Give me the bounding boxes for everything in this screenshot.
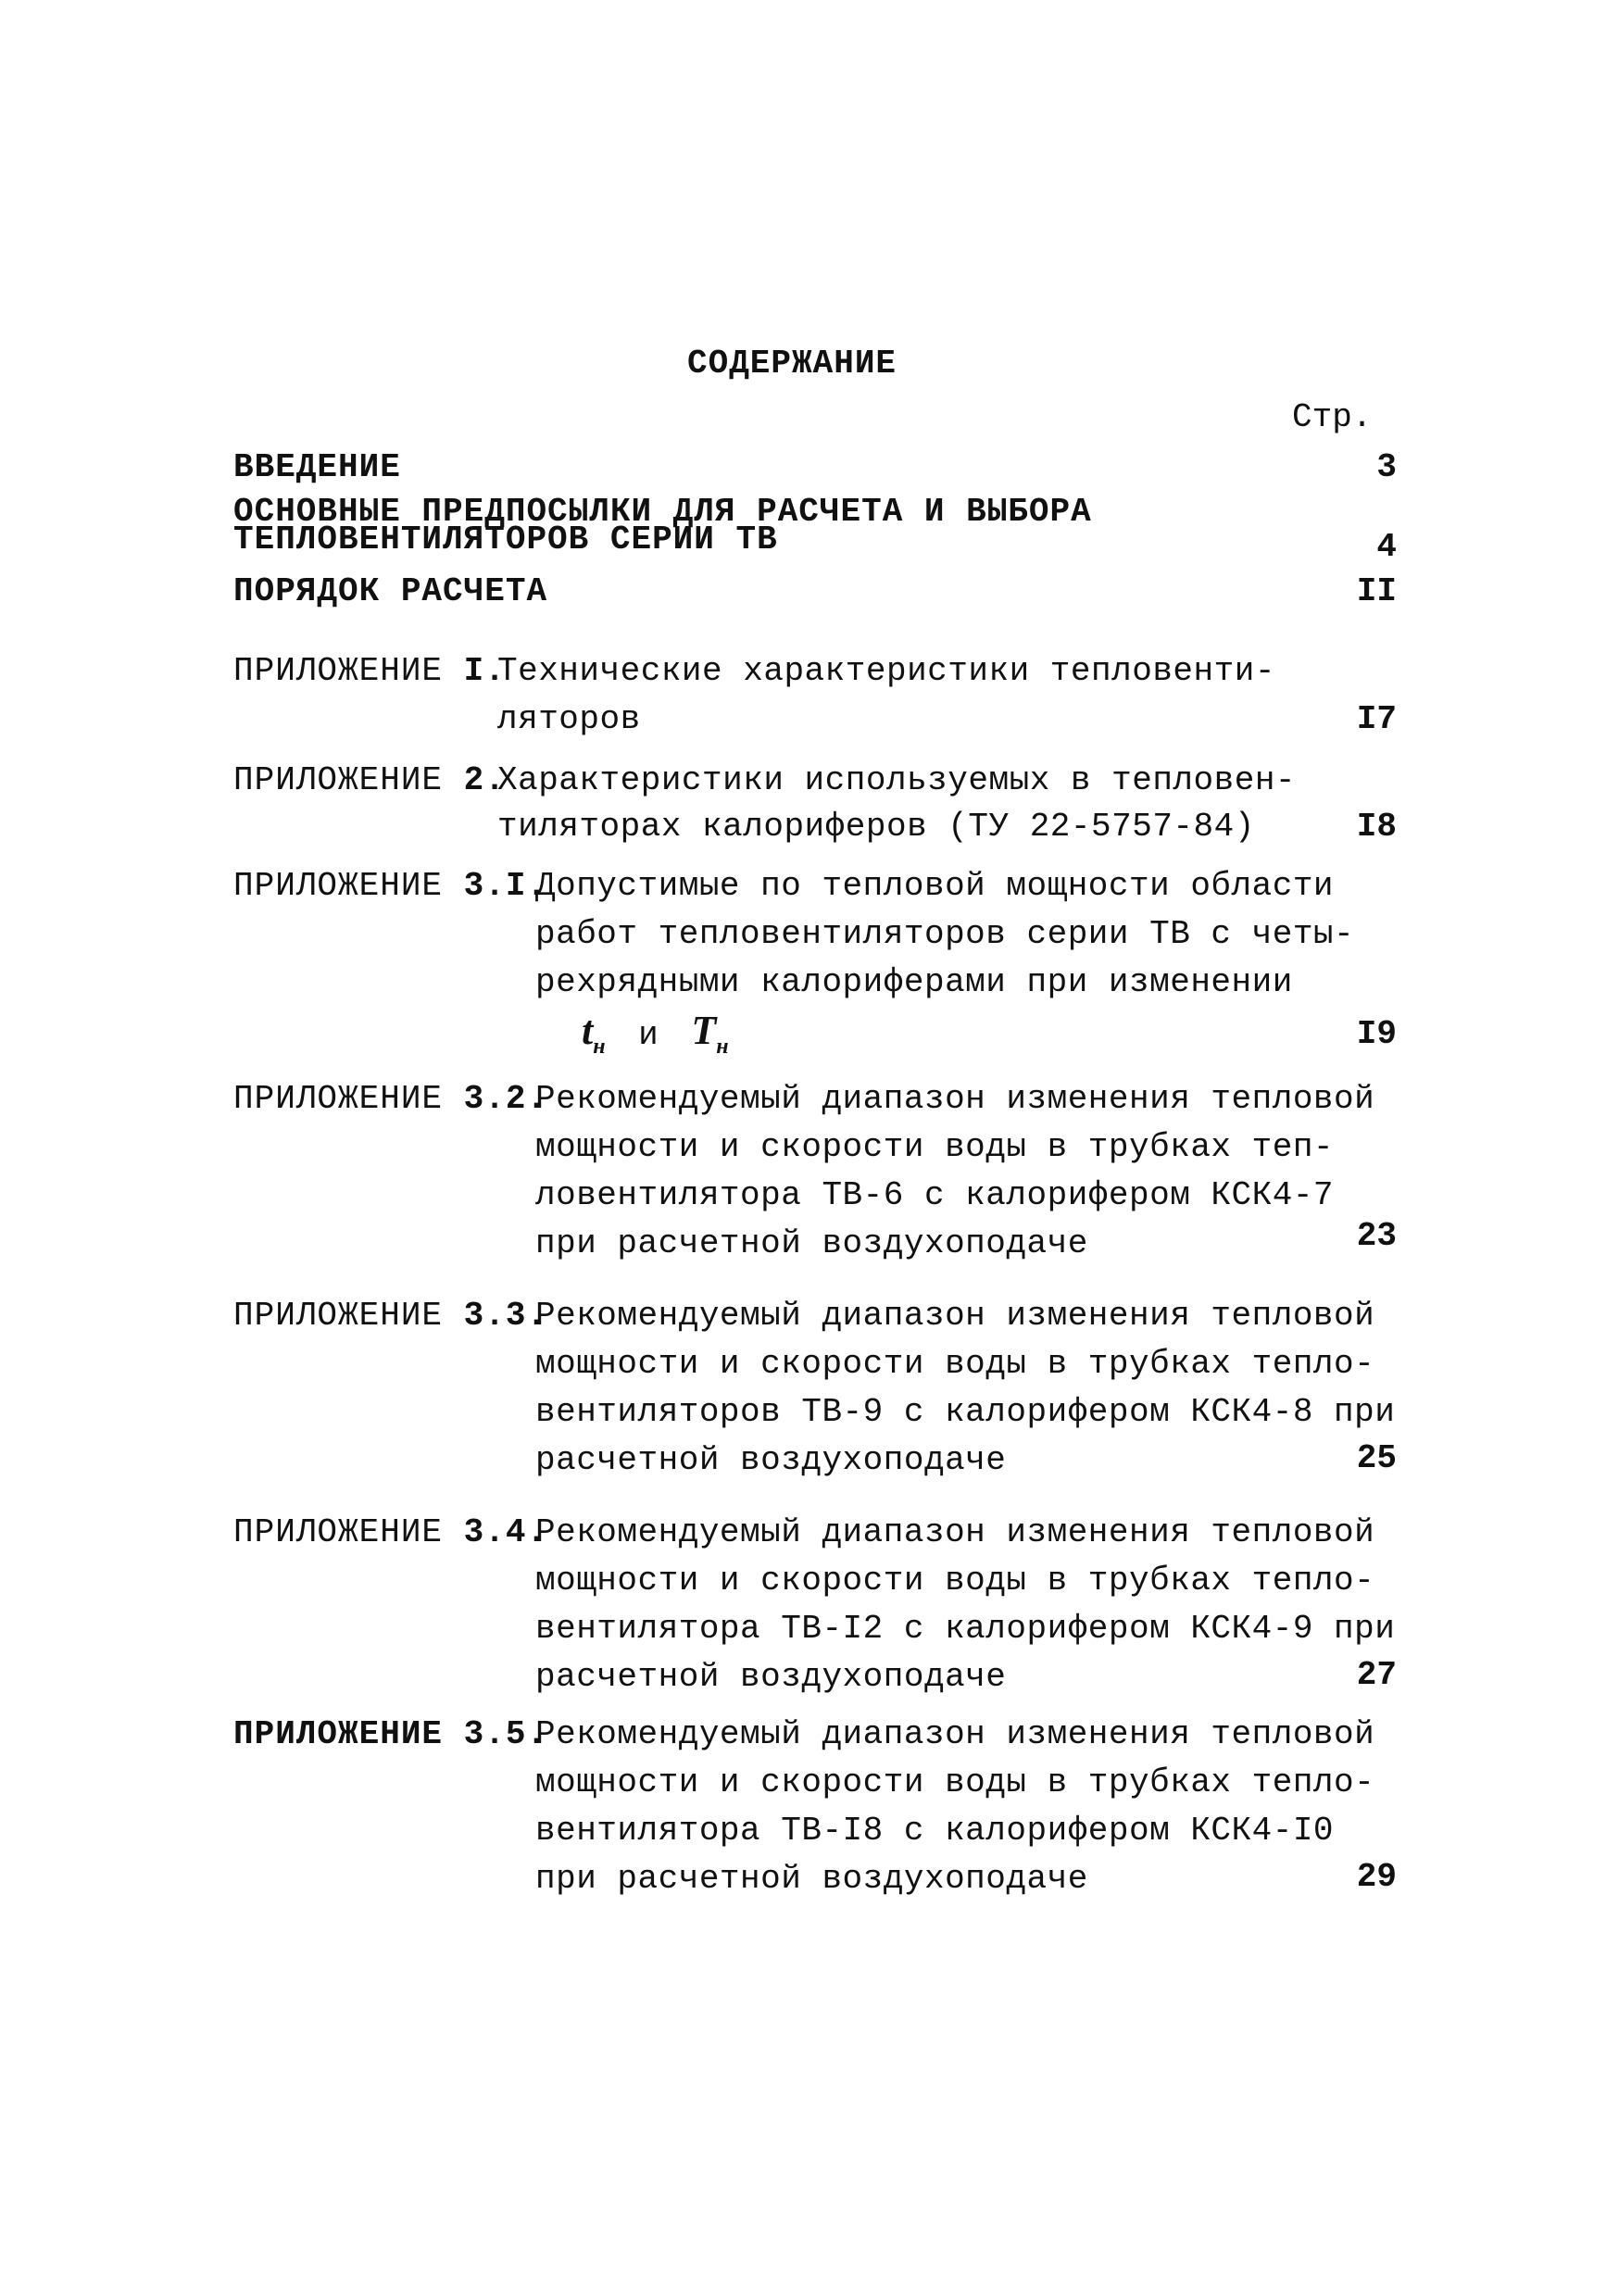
toc-page-number: II <box>1356 572 1397 610</box>
page-title: СОДЕРЖАНИЕ <box>687 345 897 383</box>
toc-page-number: I8 <box>1356 808 1397 846</box>
appendix-3-2-line3: ловентилятора ТВ-6 с калорифером КСК4-7 <box>535 1176 1335 1214</box>
page-column-header: Стр. <box>1292 398 1373 436</box>
appendix-label: ПРИЛОЖЕНИЕ 2. <box>233 761 506 799</box>
toc-entry-calculation: ПОРЯДОК РАСЧЕТА <box>233 572 548 610</box>
toc-page-number: 25 <box>1356 1439 1397 1477</box>
appendix-1-line2: ляторов <box>497 700 641 738</box>
appendix-3-5-line4: при расчетной воздухоподаче <box>535 1860 1088 1898</box>
toc-page-number: I9 <box>1356 1015 1397 1053</box>
appendix-3-2-line1: Рекомендуемый диапазон изменения тепловой <box>535 1080 1375 1118</box>
toc-page-number: 23 <box>1356 1217 1397 1255</box>
appendix-3-4-line4: расчетной воздухоподаче <box>535 1658 1007 1696</box>
appendix-3-3-line2: мощности и скорости воды в трубках тепло- <box>535 1345 1375 1383</box>
toc-page-number: 29 <box>1356 1858 1397 1896</box>
toc-page-number: 3 <box>1376 448 1397 486</box>
appendix-label: ПРИЛОЖЕНИЕ I. <box>233 652 506 690</box>
appendix-label: ПРИЛОЖЕНИЕ 3.4. <box>233 1513 548 1551</box>
appendix-1-line1: Техничеcкие характеристики тепловенти- <box>497 652 1275 690</box>
toc-entry-premises-line1: ОСНОВНЫЕ ПРЕДПОСЫЛКИ ДЛЯ РАСЧЕТА И ВЫБОРА <box>233 493 1092 531</box>
appendix-3-5-line3: вентилятора ТВ-I8 с калорифером КСК4-I0 <box>535 1812 1335 1850</box>
toc-entry-premises-line2: ТЕПЛОВЕНТИЛЯТОРОВ СЕРИИ ТВ <box>233 521 778 558</box>
appendix-3-5-line1: Рекомендуемый диапазон изменения тепловой <box>535 1715 1375 1753</box>
appendix-3-5-line2: мощности и скорости воды в трубках тепло- <box>535 1763 1375 1801</box>
appendix-3-1-line3: рехрядными калориферами при изменении <box>535 963 1293 1001</box>
toc-page-number: 27 <box>1356 1656 1397 1694</box>
appendix-3-4-line2: мощности и скорости воды в трубках тепло- <box>535 1562 1375 1600</box>
appendix-label: ПРИЛОЖЕНИЕ 3.2. <box>233 1080 548 1118</box>
toc-page-number: I7 <box>1356 700 1397 738</box>
appendix-3-4-line3: вентилятора ТВ-I2 с калорифером КСК4-9 при <box>535 1610 1396 1648</box>
appendix-2-line1: Характеристики используемых в тепловен- <box>497 761 1297 799</box>
appendix-label: ПРИЛОЖЕНИЕ 3.3. <box>233 1297 548 1335</box>
toc-page-number: 4 <box>1376 528 1397 566</box>
appendix-label: ПРИЛОЖЕНИЕ 3.5. <box>233 1715 548 1753</box>
appendix-3-1-line2: работ тепловентиляторов серии ТВ с четы- <box>535 915 1355 953</box>
toc-entry-introduction: ВВЕДЕНИЕ <box>233 448 401 486</box>
appendix-3-3-line3: вентиляторов ТВ-9 с калорифером КСК4-8 при <box>535 1393 1396 1431</box>
appendix-3-3-line1: Рекомендуемый диапазон изменения тепловой <box>535 1297 1375 1335</box>
appendix-label: ПРИЛОЖЕНИЕ 3.I. <box>233 867 548 905</box>
appendix-2-line2: тиляторах калориферов (ТУ 22-5757-84) <box>497 808 1255 846</box>
appendix-3-3-line4: расчетной воздухоподаче <box>535 1441 1007 1479</box>
appendix-3-1-line1: Допустимые по тепловой мощности области <box>535 867 1335 905</box>
appendix-3-2-line2: мощности и скорости воды в трубках теп- <box>535 1128 1335 1166</box>
appendix-3-4-line1: Рекомендуемый диапазон изменения тепловой <box>535 1513 1375 1551</box>
appendix-3-2-line4: при расчетной воздухоподаче <box>535 1224 1088 1262</box>
appendix-3-1-formula: $t_н$ и $T_н$ <box>582 1008 729 1059</box>
